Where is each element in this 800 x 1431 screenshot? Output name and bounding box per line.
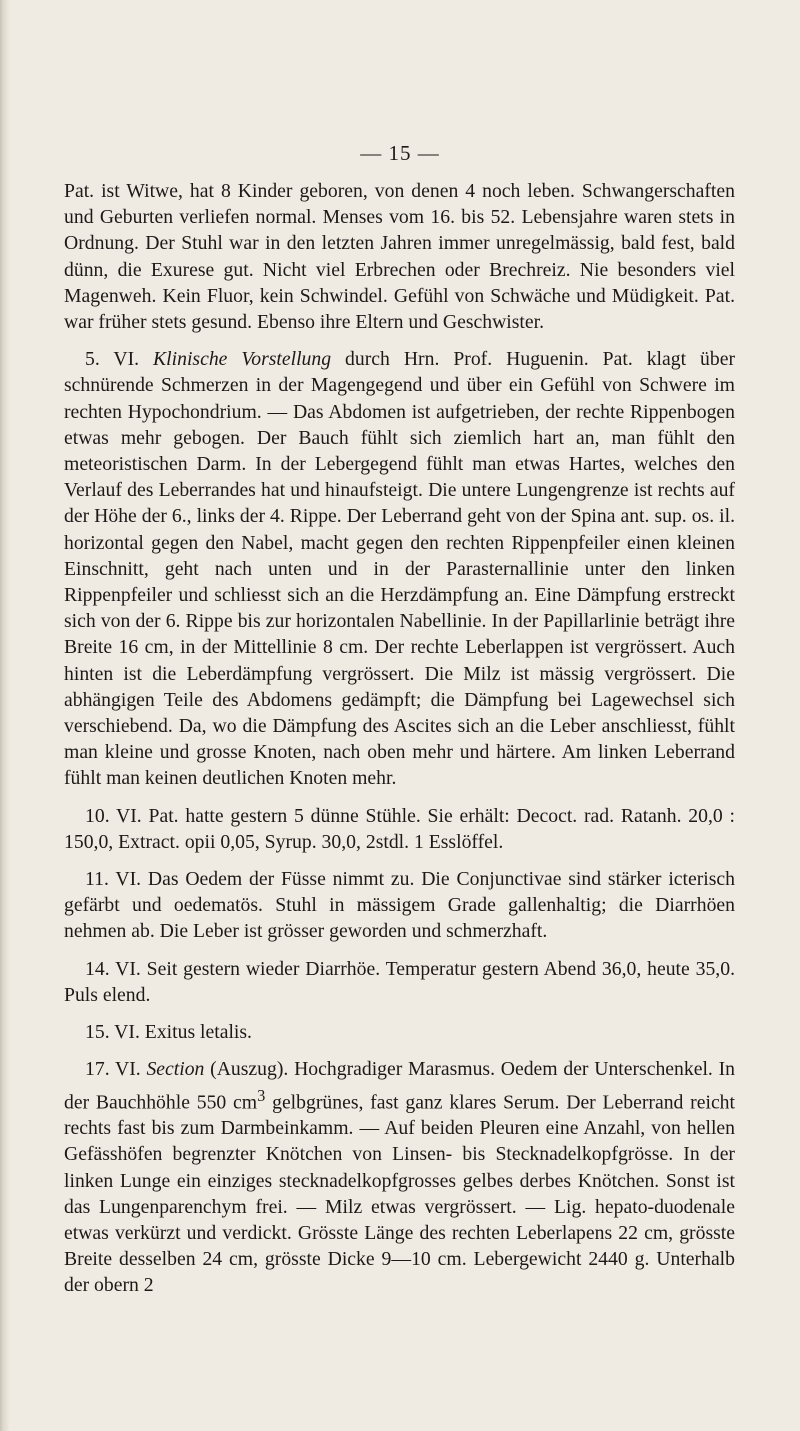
paragraph-clinical-presentation	[64, 346, 735, 791]
paragraph-history: Pat. ist Witwe, hat 8 Kinder geboren, von denen 4 noch leben. Schwangerschaften und Geburten verliefen normal. Menses vom 16. bis 52. Lebensjahre waren stets in Ordnung. Der Stuhl war in den letzten Jahren immer unregelmässig, bald fest, bald dünn, die Exurese gut. Nicht viel Erbrechen oder Brechreiz. Nie besonders viel Magenweh. Kein Fluor, kein Schwindel. Gefühl von Schwäche und Müdigkeit. Pat. war früher stets gesund. Ebenso ihre Eltern und Geschwister.	[64, 180, 735, 334]
entry-date: 17. VI.	[85, 1058, 147, 1081]
paragraph-entry-15-vi: 15. VI. Exitus letalis.	[85, 1021, 252, 1044]
paragraph-entry-14-vi: 14. VI. Seit gestern wieder Diarrhöe. Temperatur gestern Abend 36,0, heute 35,0. Puls elend.	[64, 957, 735, 1006]
paragraph-entry-11-vi: 11. VI. Das Oedem der Füsse nimmt zu. Die Conjunctivae sind stärker icterisch gefärbt und oedematös. Stuhl in mässigem Grade gallenhaltig; die Diarrhöen nehmen ab. Die Leber ist grösser geworden und schmerzhaft.	[64, 868, 735, 943]
paragraph-entry-10-vi: 10. VI. Pat. hatte gestern 5 dünne Stühle. Sie erhält: Decoct. rad. Ratanh. 20,0 : 150,0, Extract. opii 0,05, Syrup. 30,0, 2stdl. 1 Esslöffel.	[64, 804, 735, 853]
entry-text-continued: gelbgrünes, fast ganz klares Serum. Der Leberrand reicht rechts fast bis zum Darmbeinkamm. — Auf beiden Pleuren eine Anzahl, von hellen Gefässhöfen begrenzter Knötchen von Linsen- bis Stecknadelkopfgrösse. In der linken Lunge ein einziges stecknadelkopfgrosses gelbes derbes Knötchen. Sonst ist das Lungenparenchym frei. — Milz etwas vergrössert. — Lig. hepato-duodenale etwas verkürzt und verdickt. Grösste Länge des rechten Leberlapens 22 cm, grösste Breite desselben 24 cm, grösste Dicke 9—10 cm. Lebergewicht 2440 g. Unterhalb der obern 2	[64, 1091, 735, 1297]
italic-heading: Section	[146, 1058, 205, 1081]
italic-heading: Klinische Vorstellung	[153, 348, 332, 371]
entry-date: 5. VI.	[85, 348, 154, 371]
page-edge-shadow	[0, 0, 10, 1431]
entry-text: durch Hrn. Prof. Huguenin. Pat. klagt über schnürende Schmerzen in der Magengegend und über ein Gefühl von Schwere im rechten Hypochondrium. — Das Abdomen ist aufgetrieben, der rechte Rippenbogen etwas mehr gebogen. Der Bauch fühlt sich ziemlich hart an, man fühlt den meteoristischen Darm. In der Lebergegend fühlt man etwas Hartes, welches den Verlauf des Leberrandes hat und hinaufsteigt. Die untere Lungengrenze ist rechts auf der Höhe der 6., links der 4. Rippe. Der Leberrand geht von der Spina ant. sup. os. il. horizontal gegen den Nabel, macht gegen den rechten Rippenpfeiler einen kleinen Einschnitt, geht nach unten und in der Parasternallinie unter den linken Rippenpfeiler und schliesst sich an die Herzdämpfung an. Eine Dämpfung erstreckt sich von der 6. Rippe bis zur horizontalen Nabellinie. In der Papillarlinie beträgt ihre Breite 16 cm, in der Mittellinie 8 cm. Der rechte Leberlappen ist vergrössert. Auch hinten ist die Leberdämpfung vergrössert. Die Milz ist mässig vergrössert. Die abhängigen Teile des Abdomens gedämpft; die Dämpfung bei Lagewechsel sich verschiebend. Da, wo die Dämpfung des Ascites sich an die Leber anschliesst, fühlt man kleine und grosse Knoten, nach oben mehr und härtere. Am linken Leberrand fühlt man keinen deutlichen Knoten mehr.	[64, 348, 736, 790]
superscript: 3	[257, 1085, 266, 1105]
paragraph-section	[64, 1056, 735, 1298]
entry-text: (Auszug). Hochgradiger Marasmus. Oedem der Unterschenkel. In der Bauchhöhle 550 cm	[64, 1058, 736, 1114]
page-number: — 15 —	[360, 141, 440, 165]
body-text	[64, 178, 735, 1310]
